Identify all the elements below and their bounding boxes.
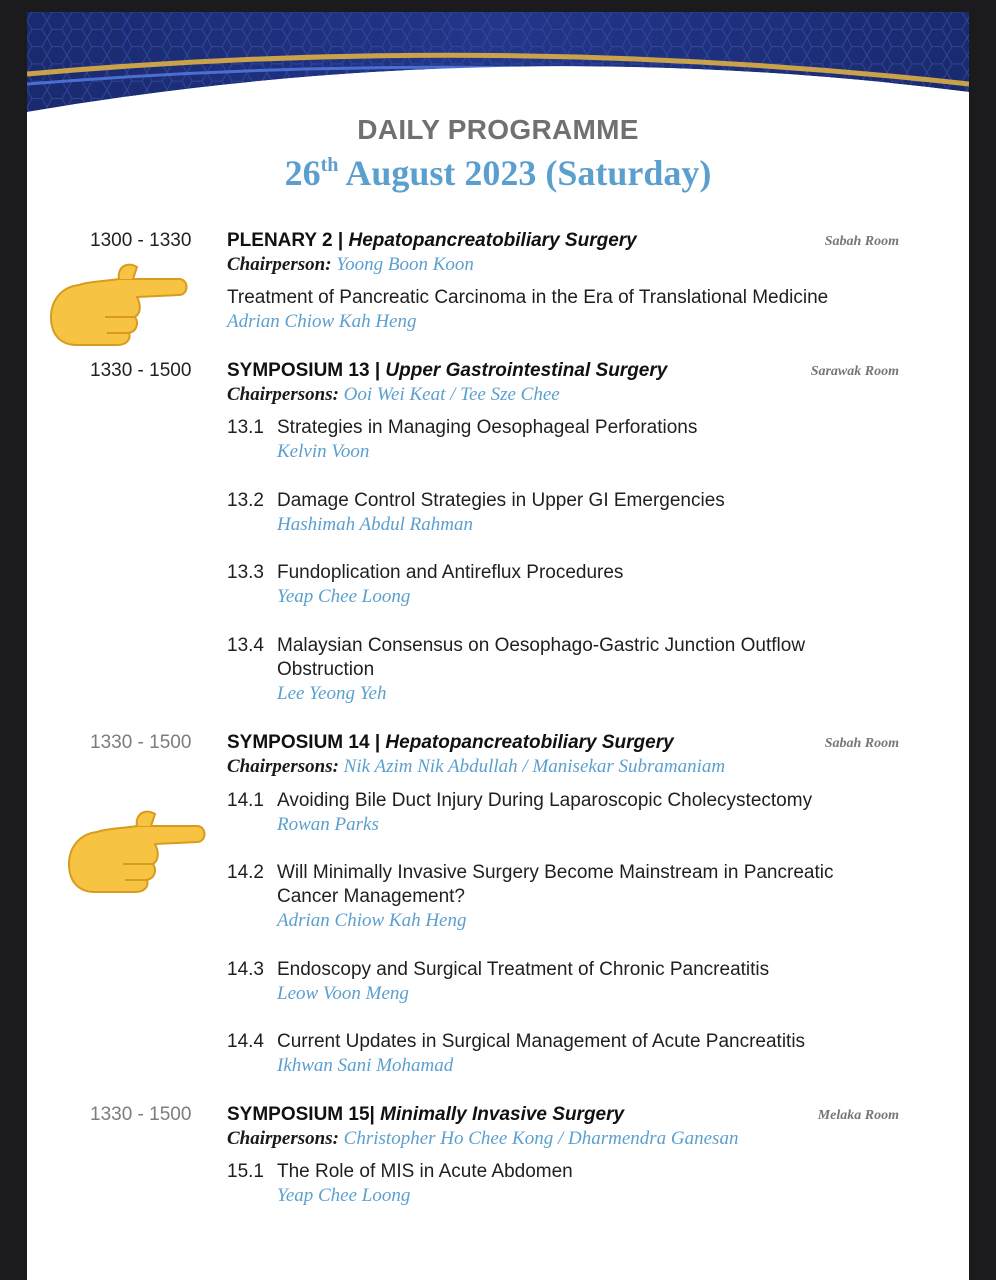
session-chair: Chairperson: Yoong Boon Koon [227, 254, 474, 275]
talk-title-continued: Obstruction [277, 659, 375, 680]
talk-number: 14.1 [227, 790, 264, 811]
session-time: 1330 - 1500 [90, 360, 192, 381]
session-heading: PLENARY 2 | Hepatopancreatobiliary Surgery [227, 230, 637, 251]
talk-title: Strategies in Managing Oesophageal Perforations [277, 417, 698, 438]
session-chair: Chairpersons: Nik Azim Nik Abdullah / Manisekar Subramaniam [227, 756, 726, 777]
talk-speaker: Yeap Chee Loong [277, 1185, 411, 1206]
talk-speaker: Kelvin Voon [277, 441, 370, 462]
talk-number: 13.2 [227, 490, 264, 511]
session-room: Sabah Room [824, 736, 899, 751]
pointing-hand-icon [67, 804, 207, 894]
talk-title: Fundoplication and Antireflux Procedures [277, 562, 624, 583]
session-chair: Chairpersons: Christopher Ho Chee Kong / Dharmendra Ganesan [227, 1128, 739, 1149]
talk-number: 14.2 [227, 862, 264, 883]
page-title: DAILY PROGRAMME [357, 114, 639, 145]
talk-speaker: Lee Yeong Yeh [277, 683, 387, 704]
session-room: Melaka Room [817, 1108, 899, 1123]
talk-number: 14.3 [227, 959, 264, 980]
talk-title: Current Updates in Surgical Management of Acute Pancreatitis [277, 1031, 806, 1052]
talk-number: 13.1 [227, 417, 264, 438]
programme-date: 26th August 2023 (Saturday) [284, 153, 712, 193]
session-room: Sabah Room [824, 234, 899, 249]
header-banner [27, 12, 969, 122]
talk-title: Endoscopy and Surgical Treatment of Chronic Pancreatitis [277, 959, 770, 980]
talk-speaker: Leow Voon Meng [277, 983, 409, 1004]
session-heading: SYMPOSIUM 14 | Hepatopancreatobiliary Surgery [227, 732, 674, 753]
talk-title: Avoiding Bile Duct Injury During Laparoscopic Cholecystectomy [277, 790, 813, 811]
talk-title: Malaysian Consensus on Oesophago-Gastric Junction Outflow [277, 635, 806, 656]
talk-speaker: Adrian Chiow Kah Heng [227, 311, 417, 332]
talk-speaker: Yeap Chee Loong [277, 586, 411, 607]
talk-speaker: Adrian Chiow Kah Heng [277, 910, 467, 931]
session-room: Sarawak Room [810, 364, 899, 379]
talk-title: Treatment of Pancreatic Carcinoma in the Era of Translational Medicine [227, 287, 829, 308]
session-chair: Chairpersons: Ooi Wei Keat / Tee Sze Chee [227, 384, 560, 405]
talk-speaker: Hashimah Abdul Rahman [277, 514, 473, 535]
talk-title: Will Minimally Invasive Surgery Become Mainstream in Pancreatic [277, 862, 834, 883]
talk-speaker: Rowan Parks [277, 814, 379, 835]
talk-title: Damage Control Strategies in Upper GI Emergencies [277, 490, 725, 511]
session-time: 1300 - 1330 [90, 230, 192, 251]
talk-title: The Role of MIS in Acute Abdomen [277, 1161, 573, 1182]
talk-number: 13.4 [227, 635, 264, 656]
session-time: 1330 - 1500 [90, 1104, 192, 1125]
talk-number: 13.3 [227, 562, 264, 583]
talk-number: 15.1 [227, 1161, 264, 1182]
session-time: 1330 - 1500 [90, 732, 192, 753]
pointing-hand-icon [49, 257, 189, 347]
talk-number: 14.4 [227, 1031, 264, 1052]
talk-title-continued: Cancer Management? [277, 886, 465, 907]
session-heading: SYMPOSIUM 13 | Upper Gastrointestinal Surgery [227, 360, 668, 381]
programme-page [27, 12, 969, 1280]
session-heading: SYMPOSIUM 15| Minimally Invasive Surgery [227, 1104, 625, 1125]
talk-speaker: Ikhwan Sani Mohamad [277, 1055, 454, 1076]
